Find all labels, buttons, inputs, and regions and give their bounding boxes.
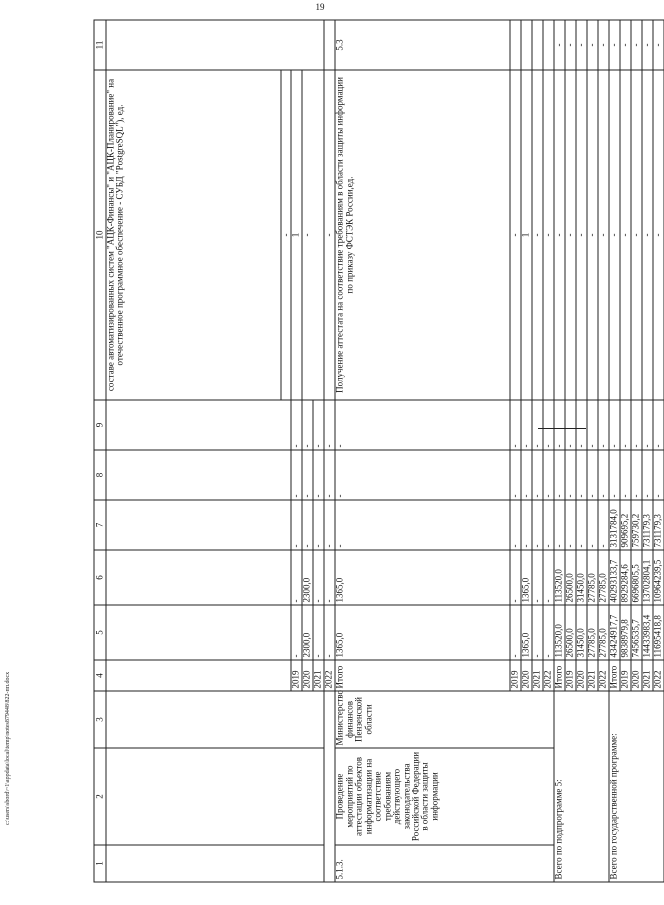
value-cell: -: [521, 400, 532, 450]
value-cell: -: [324, 605, 335, 660]
header-cell-1: 1: [94, 845, 106, 882]
empty-cell: [543, 20, 554, 70]
table-row: [324, 20, 335, 882]
year-cell: 2021: [313, 660, 324, 691]
indicator-cell: 1: [521, 70, 532, 400]
value-cell: -: [291, 450, 302, 500]
page-number: 19: [315, 2, 325, 12]
footer-file-path: c:\users\sbord\~1\appdata\local\temp\notes879448\822-пп.docx: [5, 671, 11, 825]
value-cell: -: [565, 500, 576, 550]
value-cell: 759730,2: [631, 500, 642, 550]
value-cell: -: [642, 450, 653, 500]
value-cell: -: [510, 500, 521, 550]
year-cell: 2022: [653, 660, 664, 691]
year-cell: 2021: [642, 660, 653, 691]
value-cell: 1365,0: [335, 550, 510, 605]
table-rotator: [93, 20, 663, 882]
value-cell: -: [587, 500, 598, 550]
value-cell: -: [631, 400, 642, 450]
value-cell: -: [598, 450, 609, 500]
value-cell: 13702804,1: [642, 550, 653, 605]
value-cell: -: [335, 400, 510, 450]
value-cell: -: [313, 450, 324, 500]
value-cell: 113520,0: [554, 550, 565, 605]
value-cell: 1365,0: [521, 605, 532, 660]
value-cell: 14433983,4: [642, 605, 653, 660]
value-cell: -: [609, 400, 620, 450]
value-cell: -: [313, 550, 324, 605]
header-cell-3: 3: [94, 691, 106, 748]
indicator-cell: -: [532, 70, 543, 400]
value-cell: -: [521, 450, 532, 500]
value-cell: 31450,0: [576, 605, 587, 660]
value-cell: 731179,3: [653, 500, 664, 550]
indicator-number-cell: -: [598, 20, 609, 70]
value-cell: 26500,0: [565, 550, 576, 605]
indicator-number-cell: -: [609, 20, 620, 70]
value-cell: -: [576, 450, 587, 500]
year-cell: 2019: [510, 660, 521, 691]
value-cell: -: [543, 500, 554, 550]
indicator-number-cell: -: [565, 20, 576, 70]
value-cell: -: [598, 500, 609, 550]
year-cell: 2020: [576, 660, 587, 691]
indicator-cell: составе автоматизированных систем "АЦК-Финансы" и "АЦК-Планирование" на отечественное программное обеспечение - СУБД "PostgreSQL"), ед.: [106, 70, 281, 400]
value-cell: -: [302, 500, 313, 550]
indicator-cell: -: [587, 70, 598, 400]
value-cell: 1365,0: [521, 550, 532, 605]
value-cell: -: [335, 500, 510, 550]
value-cell: -: [302, 400, 313, 450]
value-cell: -: [653, 450, 664, 500]
value-cell: -: [324, 500, 335, 550]
event-name-cell: [106, 748, 324, 845]
indicator-cell: -: [598, 70, 609, 400]
indicator-cell: -: [543, 70, 554, 400]
header-cell-11: 11: [94, 20, 106, 70]
total-row: [609, 20, 620, 882]
value-cell: -: [598, 400, 609, 450]
total-label: Всего по государственной программе:: [609, 691, 664, 882]
subtotal-label: Всего по подпрограмме 5:: [554, 691, 609, 882]
value-cell: [106, 550, 291, 605]
value-cell: -: [576, 500, 587, 550]
value-cell: 731179,3: [642, 500, 653, 550]
value-cell: -: [543, 605, 554, 660]
indicator-number-cell: -: [653, 20, 664, 70]
value-cell: 27785,0: [598, 550, 609, 605]
header-cell-10: 10: [94, 70, 106, 400]
value-cell: -: [532, 605, 543, 660]
value-cell: -: [291, 400, 302, 450]
value-cell: [106, 500, 291, 550]
value-cell: 27785,0: [587, 550, 598, 605]
executor-cell: [106, 691, 324, 748]
value-cell: -: [532, 400, 543, 450]
header-cell-2: 2: [94, 748, 106, 845]
indicator-number-cell: -: [576, 20, 587, 70]
indicator-number-cell: -: [642, 20, 653, 70]
value-cell: -: [565, 400, 576, 450]
value-cell: -: [291, 605, 302, 660]
value-cell: 909695,2: [620, 500, 631, 550]
indicator-number-cell: 5.3: [335, 20, 510, 70]
value-cell: 9838979,8: [620, 605, 631, 660]
year-cell: 2021: [587, 660, 598, 691]
year-cell: 2020: [302, 660, 313, 691]
event-name-cell: Проведение мероприятий по аттестации объектов информатизации на соответствие требованиям действующего законодательства Российской Федерации в области защиты информации: [335, 748, 554, 845]
value-cell: 8929284,6: [620, 550, 631, 605]
table-row: [335, 20, 510, 882]
header-cell-5: 5: [94, 605, 106, 660]
value-cell: -: [543, 400, 554, 450]
year-cell: 2022: [543, 660, 554, 691]
indicator-cell: -: [609, 70, 620, 400]
header-row: [94, 20, 106, 882]
indicator-cell: -: [324, 70, 335, 400]
value-cell: -: [532, 450, 543, 500]
value-cell: [106, 400, 291, 450]
indicator-cell: -: [554, 70, 565, 400]
header-cell-7: 7: [94, 500, 106, 550]
value-cell: -: [554, 500, 565, 550]
year-cell: 2019: [565, 660, 576, 691]
empty-cell: [324, 20, 335, 70]
value-cell: 3131784,0: [609, 500, 620, 550]
value-cell: 26500,0: [565, 605, 576, 660]
indicator-cell: -: [281, 70, 291, 400]
value-cell: -: [620, 450, 631, 500]
value-cell: -: [324, 450, 335, 500]
value-cell: 1365,0: [335, 605, 510, 660]
value-cell: -: [587, 450, 598, 500]
indicator-cell: 1: [291, 70, 302, 400]
row-number-cell: 5.1.3.: [335, 845, 554, 882]
value-cell: 11695418,8: [653, 605, 664, 660]
empty-cell: [324, 691, 335, 882]
value-cell: -: [302, 450, 313, 500]
value-cell: [106, 605, 291, 660]
value-cell: 113520,0: [554, 605, 565, 660]
value-cell: -: [554, 400, 565, 450]
value-cell: 6696805,5: [631, 550, 642, 605]
executor-cell: Министерство финансов Пензенской области: [335, 691, 554, 748]
budget-table: [93, 19, 664, 882]
value-cell: -: [291, 550, 302, 605]
rotated-table-area: [93, 20, 663, 882]
row-number-cell: [106, 845, 324, 882]
empty-cell: [521, 20, 532, 70]
header-cell-6: 6: [94, 550, 106, 605]
indicator-cell: -: [302, 70, 324, 400]
header-cell-8: 8: [94, 450, 106, 500]
indicator-cell: -: [510, 70, 521, 400]
indicator-number-cell: -: [554, 20, 565, 70]
value-cell: 27785,0: [587, 605, 598, 660]
value-cell: 2300,0: [302, 550, 313, 605]
year-cell: Итого: [609, 660, 620, 691]
value-cell: -: [653, 400, 664, 450]
header-cell-9: 9: [94, 400, 106, 450]
value-cell: 27785,0: [598, 605, 609, 660]
indicator-cell: -: [620, 70, 631, 400]
year-cell: [106, 660, 291, 691]
indicator-cell: -: [653, 70, 664, 400]
value-cell: -: [620, 400, 631, 450]
value-cell: 2300,0: [302, 605, 313, 660]
year-cell: 2019: [620, 660, 631, 691]
year-cell: 2021: [532, 660, 543, 691]
value-cell: -: [631, 450, 642, 500]
value-cell: -: [510, 550, 521, 605]
year-cell: 2020: [631, 660, 642, 691]
value-cell: -: [313, 605, 324, 660]
empty-cell: [532, 20, 543, 70]
year-cell: 2022: [324, 660, 335, 691]
value-cell: -: [543, 450, 554, 500]
indicator-number-cell: [106, 20, 324, 70]
value-cell: -: [510, 605, 521, 660]
indicator-cell: -: [565, 70, 576, 400]
year-cell: 2019: [291, 660, 302, 691]
indicator-cell: -: [642, 70, 653, 400]
value-cell: -: [510, 400, 521, 450]
value-cell: -: [532, 500, 543, 550]
value-cell: -: [313, 500, 324, 550]
value-cell: -: [335, 450, 510, 500]
value-cell: -: [554, 450, 565, 500]
indicator-number-cell: -: [620, 20, 631, 70]
indicator-number-cell: -: [631, 20, 642, 70]
value-cell: -: [609, 450, 620, 500]
value-cell: -: [510, 450, 521, 500]
indicator-cell: -: [631, 70, 642, 400]
year-cell: Итого: [335, 660, 510, 691]
value-cell: -: [565, 450, 576, 500]
indicator-number-cell: -: [587, 20, 598, 70]
value-cell: 7456535,7: [631, 605, 642, 660]
value-cell: -: [587, 400, 598, 450]
value-cell: -: [324, 550, 335, 605]
empty-cell: [510, 20, 521, 70]
value-cell: 31450,0: [576, 550, 587, 605]
value-cell: -: [291, 500, 302, 550]
table-row: [106, 20, 281, 882]
value-cell: -: [576, 400, 587, 450]
value-cell: -: [642, 400, 653, 450]
value-cell: -: [543, 550, 554, 605]
value-cell: -: [521, 500, 532, 550]
value-cell: -: [324, 400, 335, 450]
subtotal-row: [554, 20, 565, 882]
value-cell: -: [532, 550, 543, 605]
value-cell: [106, 450, 291, 500]
indicator-cell: Получение аттестата на соответствие требованиям в области защиты информации по приказу ФСТЭК России,ед.: [335, 70, 510, 400]
value-cell: 43424917,7: [609, 605, 620, 660]
year-cell: 2022: [598, 660, 609, 691]
year-cell: Итого: [554, 660, 565, 691]
value-cell: 10964239,5: [653, 550, 664, 605]
value-cell: 40293133,7: [609, 550, 620, 605]
value-cell: -: [313, 400, 324, 450]
year-cell: 2020: [521, 660, 532, 691]
indicator-cell: -: [576, 70, 587, 400]
header-cell-4: 4: [94, 660, 106, 691]
